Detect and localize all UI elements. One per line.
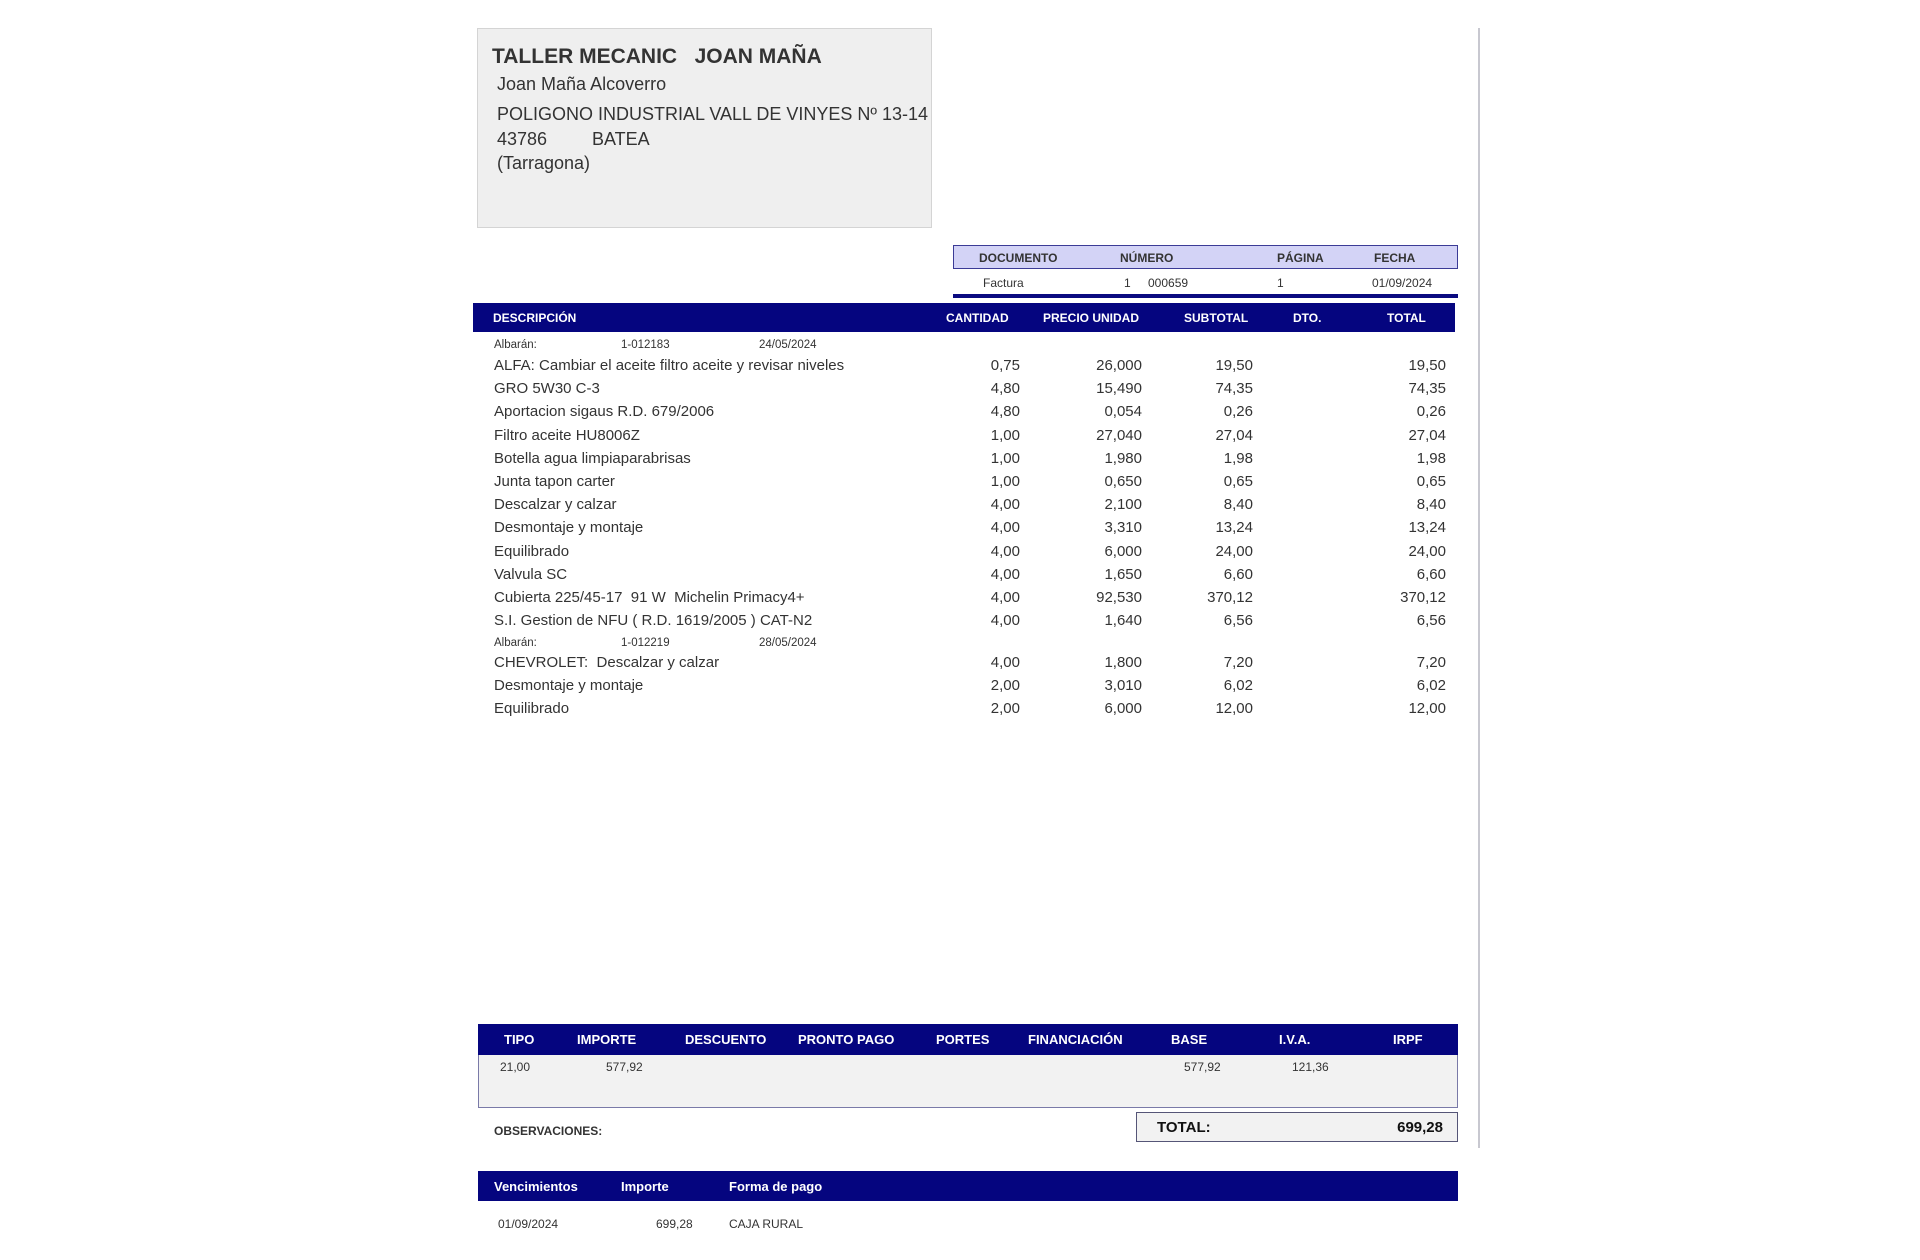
- line-total: 1,98: [1416, 450, 1446, 467]
- line-unit-price: 26,000: [1096, 357, 1142, 374]
- line-description: Equilibrado: [494, 700, 570, 717]
- line-subtotal: 6,60: [1223, 566, 1253, 583]
- line-quantity: 4,00: [990, 519, 1020, 536]
- line-description: Aportacion sigaus R.D. 679/2006: [494, 403, 715, 420]
- line-unit-price: 1,650: [1104, 566, 1142, 583]
- doc-header-fecha: FECHA: [1374, 251, 1416, 265]
- line-total: 0,26: [1416, 403, 1446, 420]
- col-description: DESCRIPCIÓN: [493, 311, 577, 325]
- line-total: 13,24: [1408, 519, 1446, 536]
- line-quantity: 4,80: [990, 403, 1020, 420]
- doc-header-numero: NÚMERO: [1120, 251, 1174, 265]
- doc-page: 1: [1277, 276, 1284, 290]
- total-box: [1136, 1112, 1458, 1142]
- line-subtotal: 0,65: [1223, 473, 1253, 490]
- line-total: 24,00: [1408, 543, 1446, 560]
- line-unit-price: 6,000: [1104, 700, 1142, 717]
- tax-col-base: BASE: [1171, 1032, 1208, 1047]
- line-total: 6,60: [1416, 566, 1446, 583]
- tax-col-tipo: TIPO: [504, 1032, 535, 1047]
- tax-iva-value: 121,36: [1292, 1060, 1329, 1074]
- line-total: 8,40: [1416, 496, 1446, 513]
- company-owner: Joan Maña Alcoverro: [497, 74, 667, 94]
- due-col-forma-pago: Forma de pago: [729, 1179, 823, 1194]
- line-unit-price: 92,530: [1096, 589, 1142, 606]
- line-quantity: 1,00: [990, 427, 1020, 444]
- col-discount: DTO.: [1293, 311, 1322, 325]
- tax-col-financiacion: FINANCIACIÓN: [1028, 1032, 1123, 1047]
- line-subtotal: 6,56: [1223, 612, 1253, 629]
- line-total: 27,04: [1408, 427, 1446, 444]
- col-subtotal: SUBTOTAL: [1184, 311, 1249, 325]
- line-subtotal: 8,40: [1223, 496, 1253, 513]
- line-description: Junta tapon carter: [494, 473, 615, 490]
- line-quantity: 4,80: [990, 380, 1020, 397]
- tax-col-irpf: IRPF: [1393, 1032, 1423, 1047]
- line-description: Valvula SC: [494, 566, 568, 583]
- line-subtotal: 24,00: [1215, 543, 1253, 560]
- line-unit-price: 2,100: [1104, 496, 1142, 513]
- tax-base-value: 577,92: [1184, 1060, 1221, 1074]
- line-subtotal: 1,98: [1223, 450, 1253, 467]
- line-unit-price: 27,040: [1096, 427, 1142, 444]
- doc-header-documento: DOCUMENTO: [979, 251, 1058, 265]
- total-value: 699,28: [1397, 1119, 1443, 1136]
- col-unit-price: PRECIO UNIDAD: [1043, 311, 1140, 325]
- line-unit-price: 15,490: [1096, 380, 1142, 397]
- line-description: Descalzar y calzar: [494, 496, 617, 513]
- line-unit-price: 0,054: [1104, 403, 1142, 420]
- line-description: S.I. Gestion de NFU ( R.D. 1619/2005 ) CAT-N2: [494, 612, 813, 629]
- total-label: TOTAL:: [1157, 1119, 1211, 1136]
- line-total: 6,02: [1416, 677, 1446, 694]
- company-info-box: [477, 28, 932, 228]
- due-date: 01/09/2024: [498, 1217, 559, 1231]
- tax-tipo-value: 21,00: [500, 1060, 531, 1074]
- line-quantity: 4,00: [990, 566, 1020, 583]
- line-subtotal: 19,50: [1215, 357, 1253, 374]
- albaran-label: Albarán:: [494, 339, 537, 351]
- line-unit-price: 3,010: [1104, 677, 1142, 694]
- doc-header-rule: [953, 294, 1458, 298]
- line-quantity: 4,00: [990, 589, 1020, 606]
- tax-summary-header: [478, 1024, 1458, 1055]
- line-subtotal: 27,04: [1215, 427, 1253, 444]
- albaran-number: 1-012219: [621, 637, 670, 649]
- albaran-date: 28/05/2024: [759, 637, 817, 649]
- tax-col-iva: I.V.A.: [1279, 1032, 1311, 1047]
- due-amount: 699,28: [656, 1217, 693, 1231]
- line-total: 7,20: [1416, 654, 1446, 671]
- doc-type: Factura: [983, 276, 1024, 290]
- page-right-rule: [1478, 28, 1480, 1148]
- line-description: CHEVROLET: Descalzar y calzar: [494, 654, 720, 671]
- line-quantity: 4,00: [990, 654, 1020, 671]
- line-description: Cubierta 225/45-17 91 W Michelin Primacy4+: [494, 589, 805, 606]
- company-name: TALLER MECANIC JOAN MAÑA: [492, 45, 822, 68]
- albaran-date: 24/05/2024: [759, 339, 817, 351]
- line-unit-price: 1,800: [1104, 654, 1142, 671]
- line-total: 370,12: [1400, 589, 1446, 606]
- tax-importe-value: 577,92: [606, 1060, 643, 1074]
- line-unit-price: 0,650: [1104, 473, 1142, 490]
- due-dates-header: [478, 1171, 1458, 1201]
- line-total: 0,65: [1416, 473, 1446, 490]
- line-unit-price: 1,980: [1104, 450, 1142, 467]
- company-address: POLIGONO INDUSTRIAL VALL DE VINYES Nº 13-14: [497, 104, 929, 124]
- line-subtotal: 6,02: [1223, 677, 1253, 694]
- line-subtotal: 370,12: [1207, 589, 1253, 606]
- line-quantity: 2,00: [990, 677, 1020, 694]
- payment-method: CAJA RURAL: [729, 1217, 804, 1231]
- line-description: Desmontaje y montaje: [494, 677, 644, 694]
- doc-date: 01/09/2024: [1372, 276, 1433, 290]
- line-quantity: 4,00: [990, 496, 1020, 513]
- line-quantity: 4,00: [990, 612, 1020, 629]
- albaran-label: Albarán:: [494, 637, 537, 649]
- line-subtotal: 7,20: [1223, 654, 1253, 671]
- due-col-importe: Importe: [621, 1179, 669, 1194]
- tax-col-portes: PORTES: [936, 1032, 990, 1047]
- line-description: ALFA: Cambiar el aceite filtro aceite y revisar niveles: [494, 357, 845, 374]
- line-subtotal: 0,26: [1223, 403, 1253, 420]
- col-quantity: CANTIDAD: [946, 311, 1009, 325]
- line-description: Equilibrado: [494, 543, 570, 560]
- line-subtotal: 13,24: [1215, 519, 1253, 536]
- line-quantity: 1,00: [990, 450, 1020, 467]
- line-subtotal: 12,00: [1215, 700, 1253, 717]
- document-header: [953, 245, 1458, 269]
- company-city: BATEA: [592, 129, 650, 149]
- due-col-vencimientos: Vencimientos: [494, 1179, 578, 1194]
- tax-col-descuento: DESCUENTO: [685, 1032, 767, 1047]
- line-description: Desmontaje y montaje: [494, 519, 644, 536]
- albaran-number: 1-012183: [621, 339, 670, 351]
- line-unit-price: 1,640: [1104, 612, 1142, 629]
- line-total: 19,50: [1408, 357, 1446, 374]
- doc-series: 1: [1124, 276, 1131, 290]
- line-quantity: 1,00: [990, 473, 1020, 490]
- line-subtotal: 74,35: [1215, 380, 1253, 397]
- line-total: 12,00: [1408, 700, 1446, 717]
- line-description: Filtro aceite HU8006Z: [494, 427, 640, 444]
- doc-header-pagina: PÁGINA: [1277, 251, 1324, 265]
- tax-col-importe: IMPORTE: [577, 1032, 637, 1047]
- line-total: 74,35: [1408, 380, 1446, 397]
- line-total: 6,56: [1416, 612, 1446, 629]
- line-unit-price: 3,310: [1104, 519, 1142, 536]
- line-unit-price: 6,000: [1104, 543, 1142, 560]
- line-quantity: 4,00: [990, 543, 1020, 560]
- company-province: (Tarragona): [497, 153, 591, 173]
- line-description: Botella agua limpiaparabrisas: [494, 450, 691, 467]
- line-quantity: 2,00: [990, 700, 1020, 717]
- col-total: TOTAL: [1387, 311, 1426, 325]
- company-postal-code: 43786: [497, 129, 548, 149]
- doc-number: 000659: [1148, 276, 1189, 290]
- line-quantity: 0,75: [990, 357, 1020, 374]
- observations-label: OBSERVACIONES:: [494, 1124, 603, 1138]
- tax-col-pronto-pago: PRONTO PAGO: [798, 1032, 895, 1047]
- line-description: GRO 5W30 C-3: [494, 380, 600, 397]
- items-table-header: [473, 303, 1455, 332]
